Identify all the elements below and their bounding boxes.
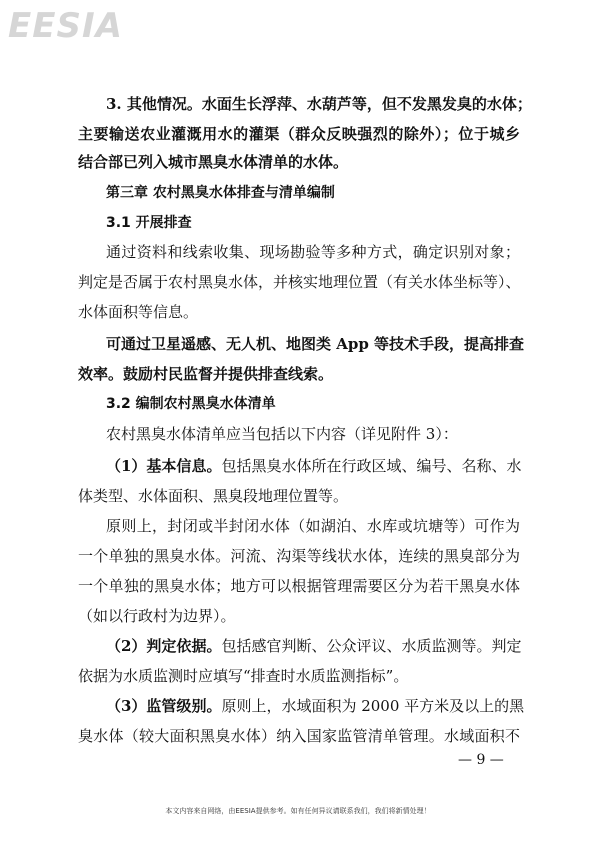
paragraph-line: 可通过卫星遥感、无人机、地图类 App 等技术手段，提高排查 (106, 335, 525, 353)
item-text: 包括感官判断、公众评议、水质监测等。判定 (221, 637, 522, 655)
item-lead: （2）判定依据。 (106, 637, 222, 655)
paragraph-line: 3. 其他情况。水面生长浮萍、水葫芦等，但不发黑发臭的水体； (106, 95, 532, 113)
paragraph-line: 农村黑臭水体清单应当包括以下内容（详见附件 3）： (106, 425, 458, 443)
chapter-heading: 第三章 农村黑臭水体排查与清单编制 (106, 185, 335, 201)
paragraph-line: 臭水体（较大面积黑臭水体）纳入国家监管清单管理。水域面积不 (78, 727, 520, 745)
paragraph-line: 通过资料和线索收集、现场勘验等多种方式，确定识别对象； (106, 243, 520, 261)
paragraph-line: 原则上，封闭或半封闭水体（如湖泊、水库或坑塘等）可作为 (106, 517, 520, 535)
paragraph-line: 效率。鼓励村民监督并提供排查线索。 (78, 365, 334, 383)
item-text: 包括黑臭水体所在行政区域、编号、名称、水 (221, 457, 522, 475)
paragraph-line: 结合部已列入城市黑臭水体清单的水体。 (78, 153, 349, 171)
page-number: — 9 — (458, 752, 504, 768)
paragraph-line (106, 696, 525, 716)
item-lead: （3）监管级别。 (106, 697, 222, 715)
paragraph-line (106, 636, 520, 656)
section-heading: 3.2 编制农村黑臭水体清单 (106, 396, 276, 412)
paragraph-line: 水体面积等信息。 (78, 303, 199, 321)
item-text: 原则上，水域面积为 2000 平方米及以上的黑 (221, 697, 525, 715)
paragraph-line: 主要输送农业灌溉用水的灌渠（群众反映强烈的除外）；位于城乡 (78, 125, 520, 143)
paragraph-line: 判定是否属于农村黑臭水体，并核实地理位置（有关水体坐标等）、 (78, 273, 521, 291)
paragraph-line: （如以行政村为边界）。 (78, 607, 236, 625)
section-heading: 3.1 开展排查 (106, 215, 192, 231)
paragraph-line (106, 456, 520, 476)
paragraph-line: 依据为水质监测时应填写“排查时水质监测指标”。 (78, 667, 409, 685)
item-lead: （1）基本信息。 (106, 457, 222, 475)
paragraph-line: 一个单独的黑臭水体。河流、沟渠等线状水体，连续的黑臭部分为 (78, 547, 520, 565)
eesia-logo: EESIA (8, 6, 123, 46)
paragraph-line: 体类型、水体面积、黑臭段地理位置等。 (78, 487, 349, 505)
paragraph-line: 一个单独的黑臭水体；地方可以根据管理需要区分为若干黑臭水体 (78, 577, 520, 595)
footer-disclaimer: 本文内容来自网络，由EESIA提供参考。如有任何异议请联系我们，我们将新情处理！ (165, 807, 431, 815)
